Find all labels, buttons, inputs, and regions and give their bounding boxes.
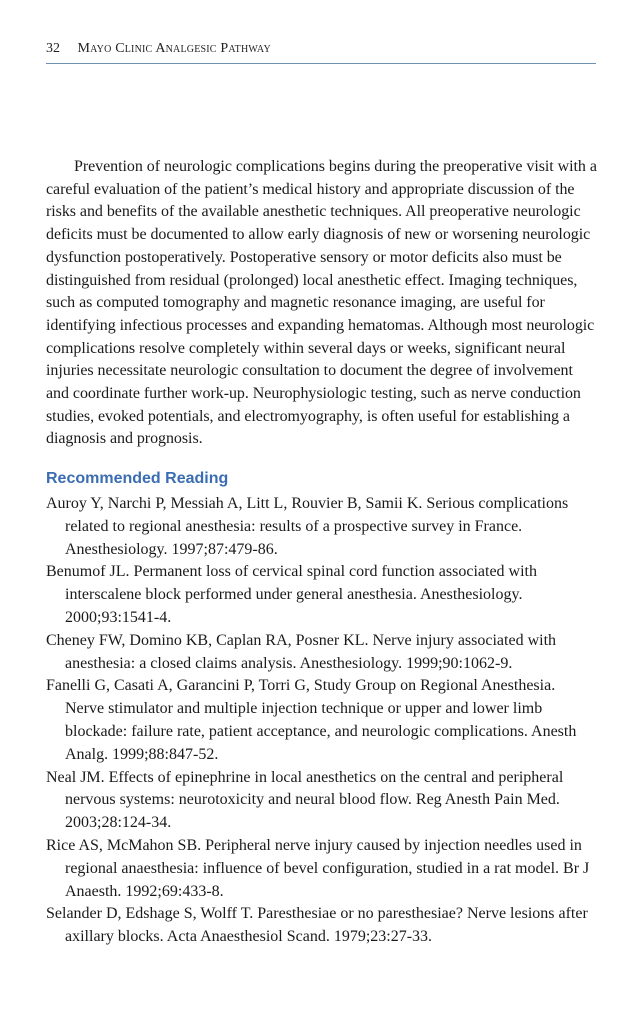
reference-item: Fanelli G, Casati A, Garancini P, Torri G, Study Group on Regional Anesthesia. Nerve stimulator and multiple injection technique or upper and lower limb blockade: failure rate, patient acceptance, and neurologic complications. Anesth Analg. 1999;88:847-52.: [46, 677, 577, 763]
reference-item: Cheney FW, Domino KB, Caplan RA, Posner KL. Nerve injury associated with anesthesia: a closed claims analysis. Anesthesiology. 1999;90:1062-9.: [46, 631, 557, 672]
reference-item: Benumof JL. Permanent loss of cervical spinal cord function associated with interscalene block performed under general anesthesia. Anesthesiology. 2000;93:1541-4.: [46, 563, 537, 626]
running-title: Mayo Clinic Analgesic Pathway: [77, 41, 271, 56]
running-header: [46, 41, 596, 64]
reference-item: Selander D, Edshage S, Wolff T. Paresthesiae or no paresthesiae? Nerve lesions after axillary blocks. Acta Anaesthesiol Scand. 1979;23:27-33.: [46, 905, 588, 946]
page-number: 32: [46, 41, 60, 56]
reference-item: Rice AS, McMahon SB. Peripheral nerve injury caused by injection needles used in regional anaesthesia: influence of bevel configuration, studied in a rat model. Br J Anaesth. 1992;69:433-8.: [46, 836, 590, 900]
reference-item: Auroy Y, Narchi P, Messiah A, Litt L, Rouvier B, Samii K. Serious complications related to regional anesthesia: results of a prospective survey in France. Anesthesiology. 1997;87:479-86.: [46, 495, 569, 558]
recommended-reading-heading: Recommended Reading: [46, 470, 229, 487]
reference-list: [46, 493, 598, 949]
body-paragraph: Prevention of neurologic complications begins during the preoperative visit with a careful evaluation of the patient’s medical history and appropriate discussion of the risks and benefits of the available anesthetic techniques. All preoperative neurologic deficits must be documented to allow early diagnosis of new or worsening neurologic dysfunction postoperatively. Postoperative sensory or motor deficits also must be distinguished from residual (prolonged) local anesthetic effect. Imaging techniques, such as computed tomography and magnetic resonance imaging, are useful for identifying infectious processes and expanding hematomas. Although most neurologic complications resolve completely within several days or weeks, significant neural injuries necessitate neurologic consultation to document the degree of involvement and coordinate further work-up. Neurophysiologic testing, such as nerve conduction studies, evoked potentials, and electromyography, is often useful for establishing a diagnosis and prognosis.: [46, 158, 597, 448]
reference-item: Neal JM. Effects of epinephrine in local anesthetics on the central and peripheral nervous systems: neurotoxicity and neural blood flow. Reg Anesth Pain Med. 2003;28:124-34.: [46, 768, 564, 832]
